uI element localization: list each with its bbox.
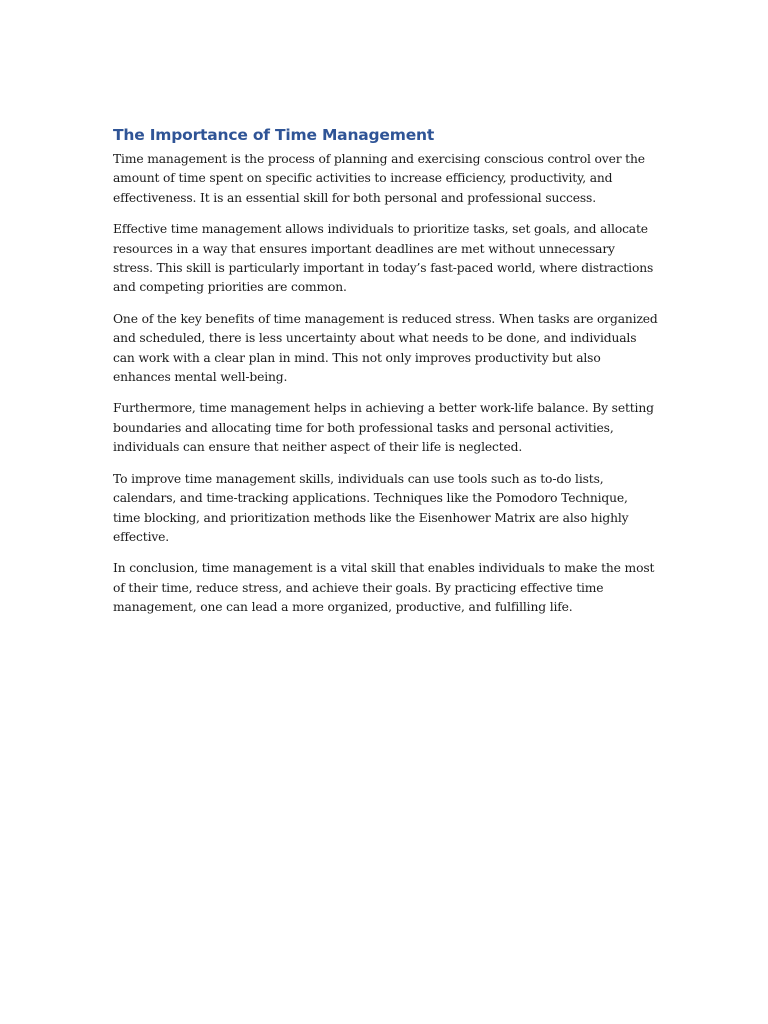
document-body xyxy=(113,124,658,630)
paragraph-work-life-balance: Furthermore, time management helps in achieving a better work-life balance. By setting boundaries and allocating time for both professional tasks and personal activities, individuals can ensure that neither aspect of their life is neglected. xyxy=(113,401,654,455)
paragraph-tools-techniques: To improve time management skills, individuals can use tools such as to-do lists, calendars, and time-tracking applications. Techniques like the Pomodoro Technique, time blocking, and prioritization methods like the Eisenhower Matrix are also highly effective. xyxy=(113,471,629,544)
paragraph-prioritization: Effective time management allows individuals to prioritize tasks, set goals, and allocate resources in a way that ensures important deadlines are met without unnecessary stress. This skill is particularly important in today’s fast-paced world, where distractions and competing priorities are common. xyxy=(113,222,654,295)
paragraph-conclusion: In conclusion, time management is a vital skill that enables individuals to make the most of their time, reduce stress, and achieve their goals. By practicing effective time management, one can lead a more organized, productive, and fulfilling life. xyxy=(113,561,655,615)
paragraph-reduced-stress: One of the key benefits of time management is reduced stress. When tasks are organized and scheduled, there is less uncertainty about what needs to be done, and individuals can work with a clear plan in mind. This not only improves productivity but also enhances mental well-being. xyxy=(113,311,658,385)
document-title: The Importance of Time Management xyxy=(113,126,435,144)
paragraph-definition: Time management is the process of planning and exercising conscious control over the amount of time spent on specific activities to increase efficiency, productivity, and effectiveness. It is an essential skill for both personal and professional success. xyxy=(113,152,645,205)
